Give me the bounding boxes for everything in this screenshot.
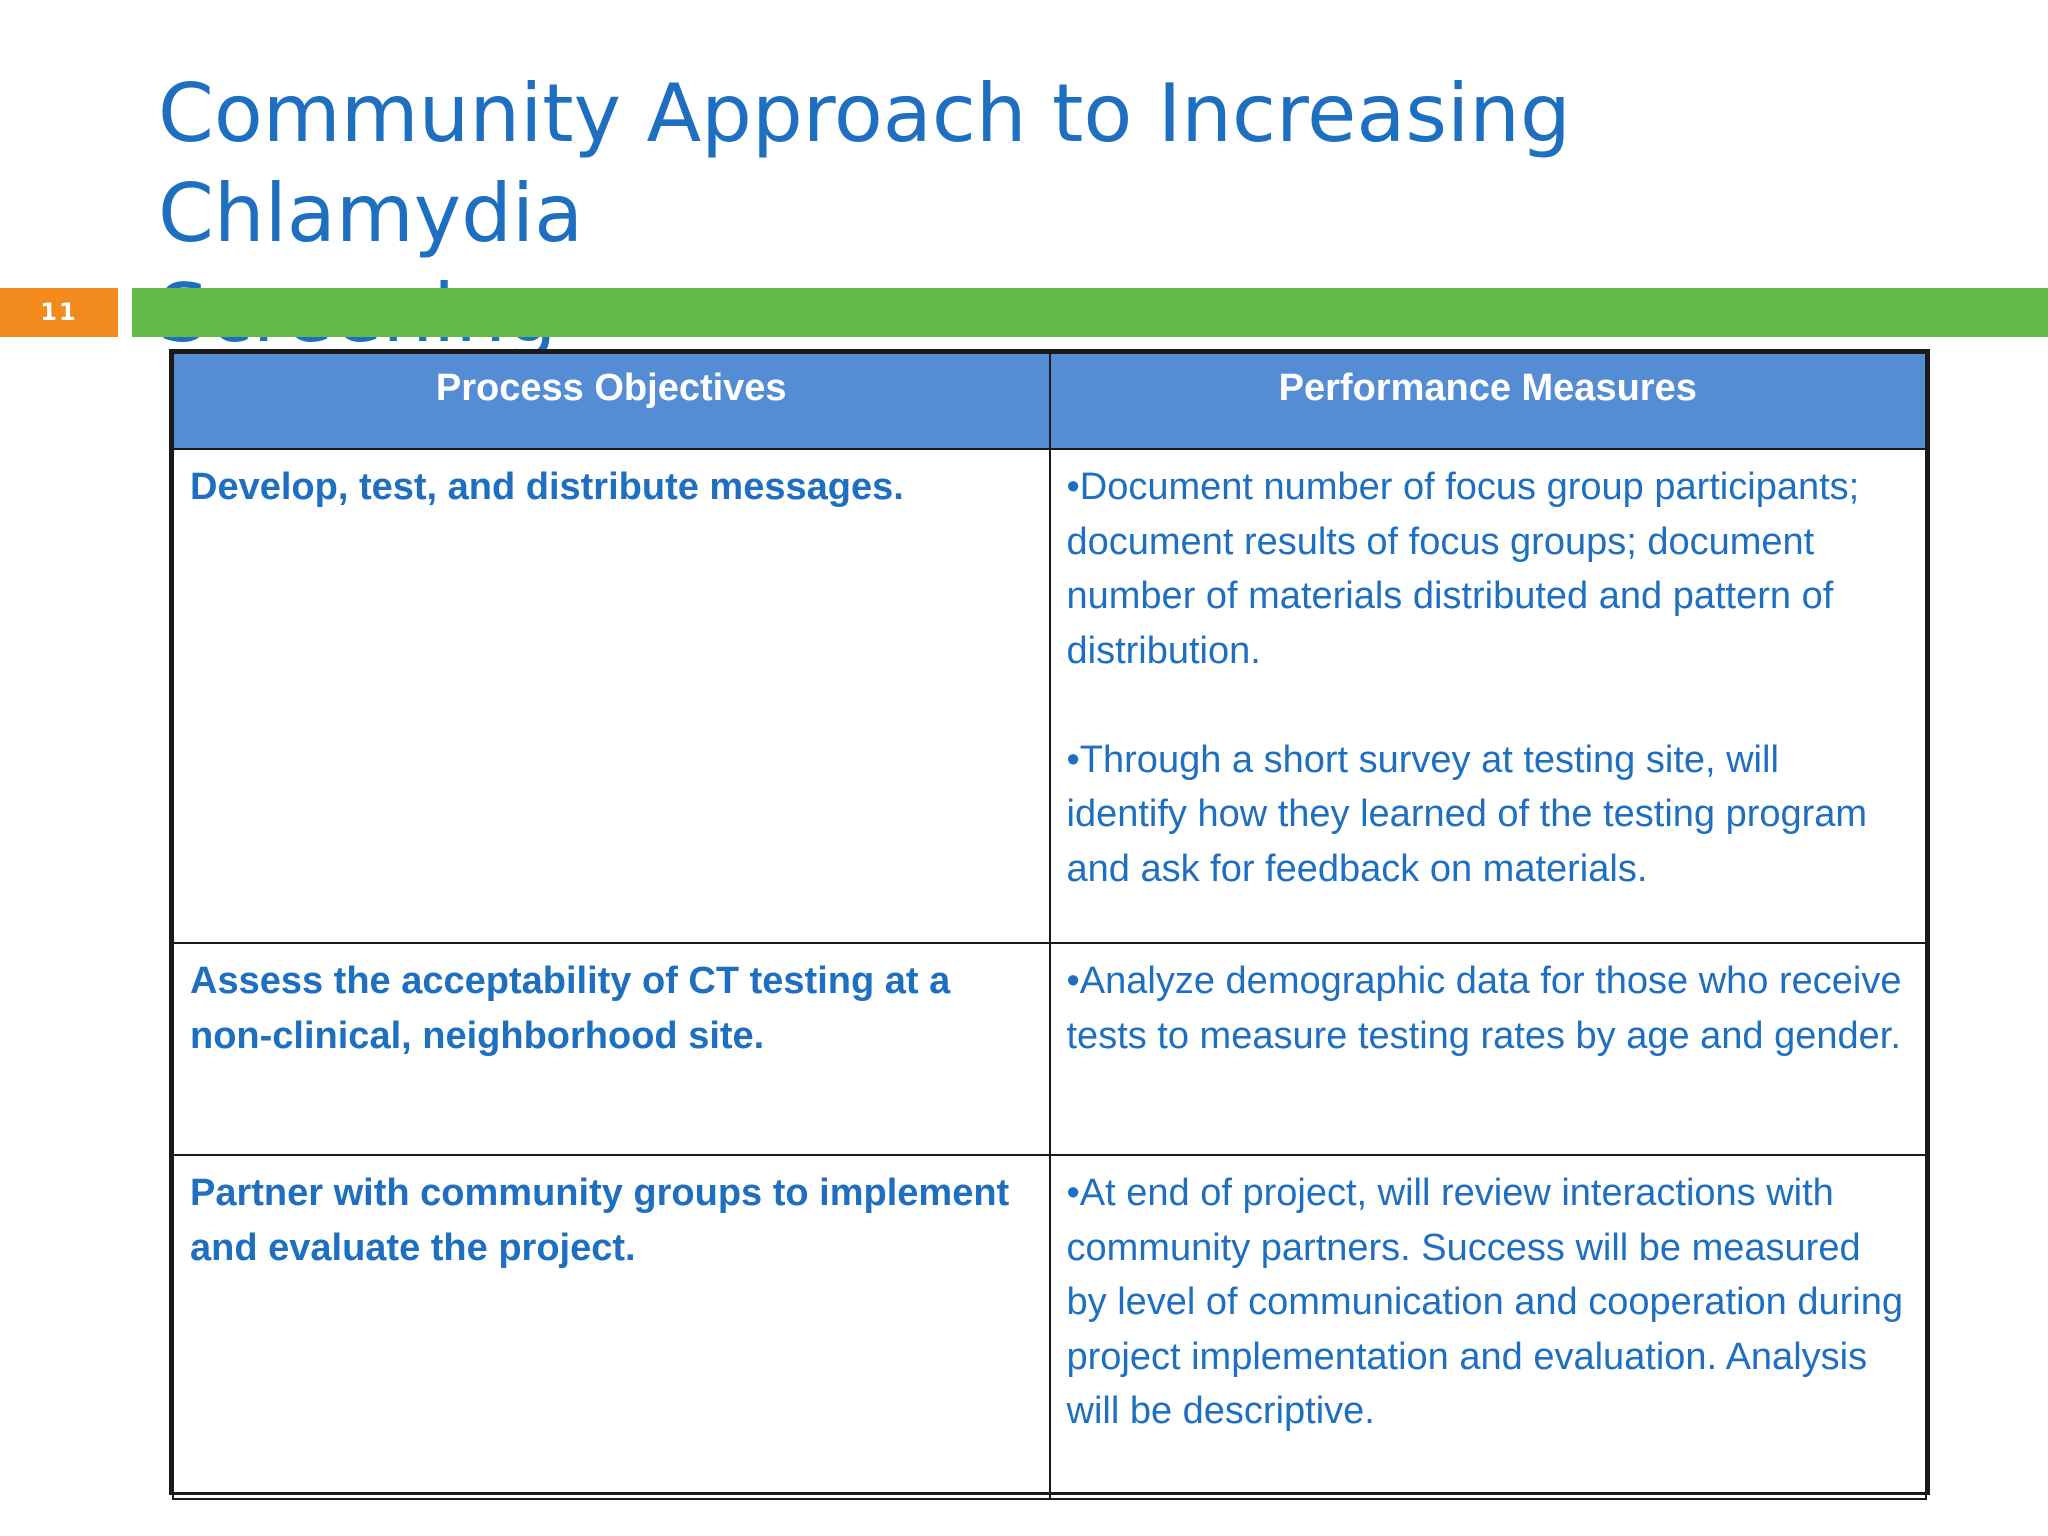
table-row [173,449,1926,943]
measure-text: •Through a short survey at testing site, will identify how they learned of the testing program and ask for feedback on materials. [1066,738,1868,890]
objectives-table [169,349,1930,1495]
table-header-row [173,353,1926,449]
table-row [173,1155,1926,1499]
header-performance-measures: Performance Measures [1050,353,1927,449]
objective-cell: Develop, test, and distribute messages. [173,449,1050,943]
objective-cell: Partner with community groups to implement and evaluate the project. [173,1155,1050,1499]
measures-cell [1050,449,1927,943]
header-process-objectives: Process Objectives [173,353,1050,449]
measure-text: •Analyze demographic data for those who receive tests to measure testing rates by age and gender. [1066,960,1902,1057]
measures-cell [1050,943,1927,1155]
measure-text: •At end of project, will review interactions with community partners. Success will be measured by level of communication and cooperation during project implementation and evaluation. Analysis will be descriptive. [1066,1172,1904,1432]
slide-title-line-1: Community Approach to Increasing Chlamydia [158,67,1571,260]
measure-text: •Document number of focus group participants; document results of focus groups; document number of materials distributed and pattern of distribution. [1066,466,1860,672]
measures-cell [1050,1155,1927,1499]
title-divider-bar [132,288,2048,337]
slide-page-number: 11 [0,288,118,337]
objective-cell: Assess the acceptability of CT testing at a non-clinical, neighborhood site. [173,943,1050,1155]
table-row [173,943,1926,1155]
